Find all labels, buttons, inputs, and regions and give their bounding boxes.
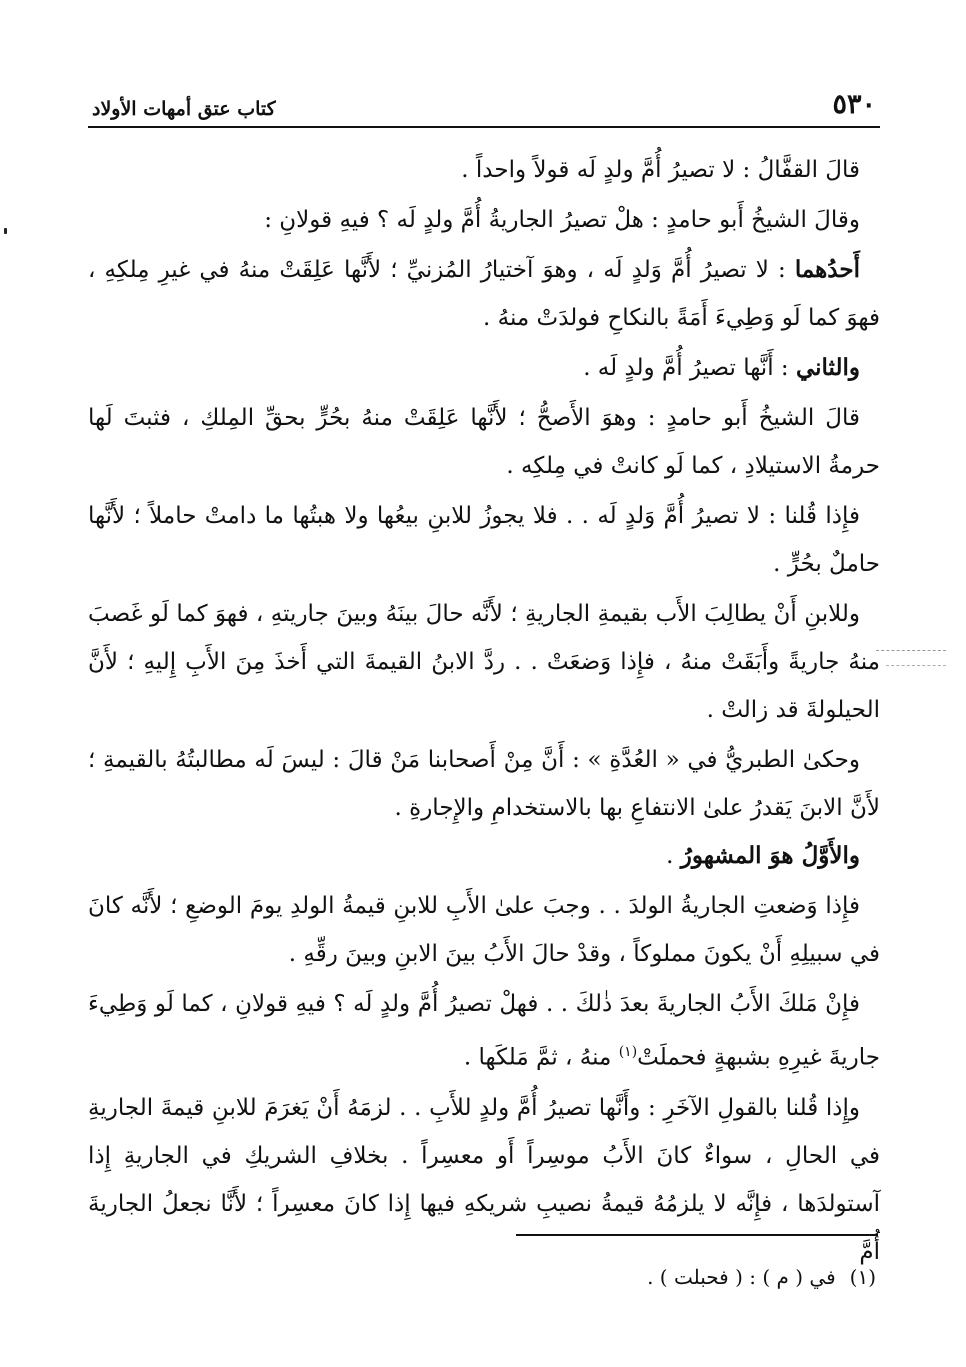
- paragraph-text: وحكىٰ الطبريُّ في « العُدَّةِ » : أَنَّ مِنْ أَصحابنا مَنْ قالَ : ليسَ لَه مطالبتُهُ بالقيمةِ ؛ لأَنَّ الابنَ يَقدرُ علىٰ الانتفاعِ بها بالاستخدامِ والإِجارةِ .: [88, 747, 880, 821]
- page-number: ٥٣٠: [832, 89, 876, 120]
- paragraph-text: : لا تصيرُ أُمَّ وَلدٍ لَه ، وهوَ آختيارُ المُزنيِّ ؛ لأَنَّها عَلِقَتْ منهُ في غيرِ مِلكِهِ ، فهوَ كما لَو وَطِيءَ أَمَةً بالنكاحِ فولدَتْ منهُ .: [88, 257, 880, 331]
- paragraph: [88, 980, 880, 1082]
- paragraph-lead: والأَوَّلُ هوَ المشهورُ: [680, 842, 860, 869]
- footnote-separator: [516, 1234, 878, 1236]
- paragraph: [88, 736, 880, 832]
- paragraph-text: فإِذا قُلنا : لا تصيرُ أُمَّ وَلدٍ لَه . . فلا يجوزُ للابنِ بيعُها ولا هبتُها ما دامتْ حاملاً ؛ لأَنَّها حاملٌ بحُرٍّ .: [88, 503, 880, 577]
- paragraph-text: قالَ الشيخُ أَبو حامدٍ : وهوَ الأَصحُّ ؛ لأَنَّها عَلِقَتْ منهُ بحُرٍّ بحقِّ المِلكِ ، فثبتَ لَها حرمةُ الاستيلادِ ، كما لَو كانتْ في مِلكِه .: [88, 405, 880, 479]
- scan-artifact-line: [886, 665, 946, 666]
- footnote-number: (١): [849, 1265, 876, 1289]
- paragraph-text: فإِذا وَضعتِ الجاريةُ الولدَ . . وجبَ علىٰ الأَبِ للابنِ قيمةُ الولدِ يومَ الوضعِ ؛ لأَنَّه كانَ في سبيلِهِ أَنْ يكونَ مملوكاً ، وقدْ حالَ الأَبُ بينَ الابنِ وبينَ رقِّهِ .: [88, 893, 880, 967]
- paragraph-text: وللابنِ أَنْ يطالِبَ الأَب بقيمةِ الجاريةِ ؛ لأَنَّه حالَ بينَهُ وبينَ جاريتهِ ، فهوَ كما لَو غَصبَ منهُ جاريةً وأَبَقَتْ منهُ ، فإِذا وَضعَتْ . . ردَّ الابنُ القيمةَ التي أَخذَ مِنَ الأَبِ إِليهِ ؛ لأَنَّ الحيلولةَ قد زالتْ .: [88, 601, 880, 723]
- paragraph-text: وإِذا قُلنا بالقولِ الآخَرِ : وأَنَّها تصيرُ أُمَّ ولدٍ للأَبِ . . لزمَهُ أَنْ يَغرَمَ للابنِ قيمةَ الجاريةِ في الحالِ ، سواءٌ كانَ الأَبُ موسِراً أَو معسِراً . بخلافِ الشريكِ في الجاريةِ إِذا آستولدَها ، فإِنَّه لا يلزمُهُ قيمةُ نصيبِ شريكهِ فيها إِذا كانَ معسِراً ؛ لأَنَّا نجعلُ الجاريةَ أُمَّ: [88, 1094, 880, 1265]
- paragraph: [88, 344, 880, 392]
- paragraph-lead: والثاني: [795, 354, 860, 381]
- paragraph: [88, 882, 880, 978]
- paragraph: [88, 832, 880, 880]
- paragraph-text: فإِنْ مَلكَ الأَبُ الجاريةَ بعدَ ذٰلكَ . . فهلْ تصيرُ أُمَّ ولدٍ لَه ؟ فيهِ قولانِ ، كما لَو وَطِيءَ جاريةَ غيرِهِ بشبهةٍ فحملَتْ: [88, 991, 880, 1071]
- paragraph: [88, 492, 880, 588]
- footnote-text: في ( م ) : ( فحبلت ) .: [647, 1265, 836, 1289]
- running-title: كتاب عتق أمهات الأولاد: [92, 98, 276, 120]
- paragraph: [88, 394, 880, 490]
- book-page: [88, 78, 880, 1278]
- paragraph-text: وقالَ الشيخُ أَبو حامدٍ : هلْ تصيرُ الجاريةُ أُمَّ ولدٍ لَه ؟ فيهِ قولانِ :: [264, 207, 860, 233]
- paragraph: [88, 146, 880, 194]
- footnote: [647, 1265, 876, 1289]
- paragraph-text: منهُ ، ثمَّ مَلكَها .: [463, 1044, 619, 1071]
- footnote-marker[interactable]: (١): [618, 1044, 638, 1060]
- paragraph-text: .: [666, 843, 681, 869]
- scan-artifact-line: [876, 650, 946, 651]
- scan-speck: [4, 228, 7, 234]
- paragraph-text: : أَنَّها تصيرُ أُمَّ ولدٍ لَه .: [583, 355, 796, 381]
- paragraph-lead: أَحدُهما: [794, 256, 860, 283]
- paragraph-text: قالَ القفَّالُ : لا تصيرُ أُمَّ ولدٍ لَه قولاً واحداً .: [461, 157, 860, 183]
- page-body: [88, 146, 880, 1276]
- paragraph: [88, 196, 880, 244]
- paragraph: [88, 1084, 880, 1276]
- paragraph: [88, 246, 880, 342]
- paragraph: [88, 590, 880, 734]
- page-header: [88, 78, 880, 128]
